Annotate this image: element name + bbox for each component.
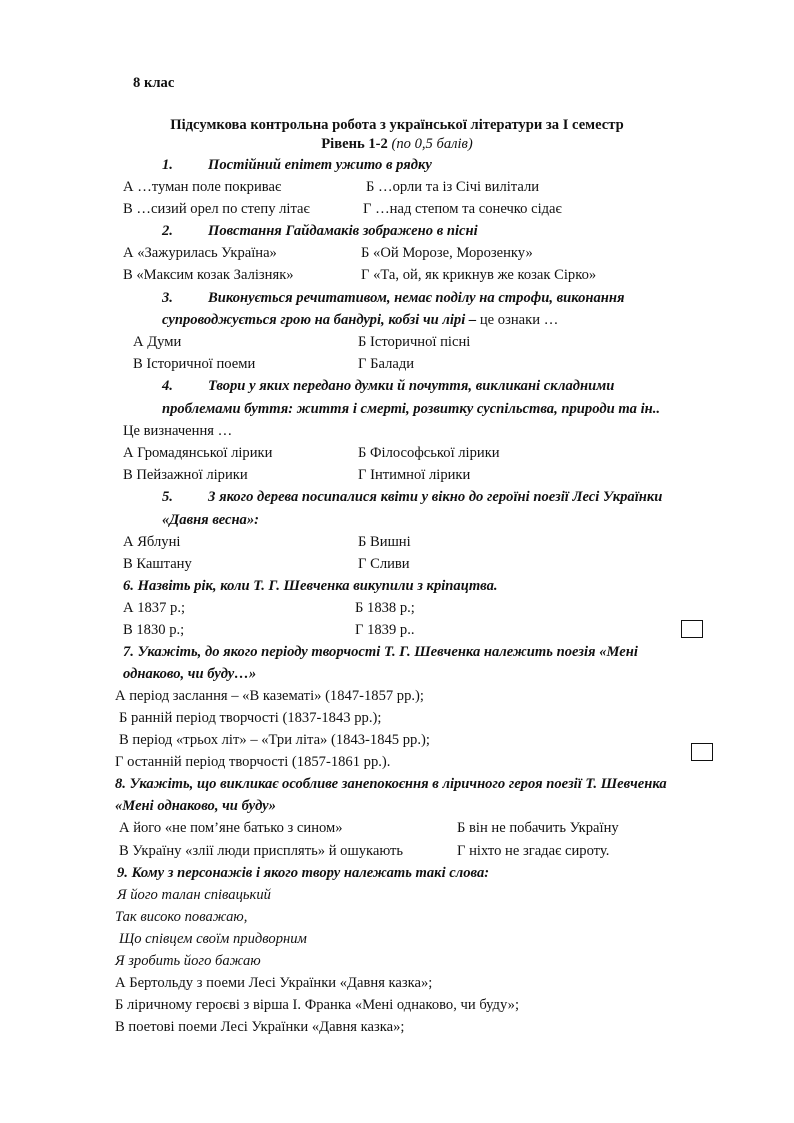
q3-option-c: В Історичної поеми [133,356,256,372]
question-6-text: 6. Назвіть рік, коли Т. Г. Шевченка викупили з кріпацтва. [123,578,498,594]
page-title: Підсумкова контрольна робота з української літератури за І семестр [170,117,624,133]
q5-option-d: Г Сливи [358,556,410,572]
q6-option-a: А 1837 р.; [123,600,186,616]
q3-option-a: А Думи [133,334,182,350]
grade-label: 8 клас [133,75,175,91]
q4-option-a: А Громадянської лірики [123,445,273,461]
q9-option-a: А Бертольду з поеми Лесі Українки «Давня казка»; [115,975,433,991]
question-1-number: 1. [162,157,173,173]
q2-option-a: А «Зажурилась Україна» [123,245,277,261]
q8-option-d: Г ніхто не згадає сироту. [457,843,610,859]
question-3-line-2 [162,312,558,330]
q7-option-c: В період «трьох літ» – «Три літа» (1843-1845 рр.); [119,732,430,748]
q1-option-c: В …сизий орел по степу літає [123,201,310,217]
q4-option-c: В Пейзажної лірики [123,467,248,483]
q6-option-b: Б 1838 р.; [355,600,415,616]
q5-option-a: А Яблуні [123,534,181,550]
q5-option-b: Б Вишні [358,534,411,550]
level-label: Рівень 1-2 [321,136,388,152]
question-7-line-1: 7. Укажіть, до якого періоду творчості Т. Г. Шевченка належить поезія «Мені [123,644,638,660]
q9-option-c: В поетові поеми Лесі Українки «Давня казка»; [115,1019,405,1035]
q9-quote-line-2: Так високо поважаю, [115,909,248,925]
q6-option-d: Г 1839 р.. [355,622,415,638]
question-4-line-1: Твори у яких передано думки й почуття, викликані складними [208,378,615,394]
question-7-line-2: однаково, чи буду…» [123,666,257,682]
q9-quote-line-3: Що співцем своїм придворним [119,931,307,947]
question-3-number: 3. [162,290,173,306]
q1-option-b: Б …орли та із Січі вилітали [366,179,540,195]
q1-option-d: Г …над степом та сонечко сідає [363,201,562,217]
q9-quote-line-1: Я його талан співацький [117,887,271,903]
q7-option-a: А період заслання – «В казематі» (1847-1857 рр.); [115,688,424,704]
q6-option-c: В 1830 р.; [123,622,185,638]
q2-option-d: Г «Та, ой, як крикнув же козак Сірко» [361,267,597,283]
question-3-line-2-tail: це ознаки … [476,312,559,328]
q8-option-c: В Україну «злії люди присплять» й ошукають [119,843,404,859]
q3-option-b: Б Історичної пісні [358,334,471,350]
q5-option-c: В Каштану [123,556,192,572]
q9-option-b: Б ліричному героєві з вірша І. Франка «Мені однаково, чи буду»; [115,997,519,1013]
question-4-number: 4. [162,378,173,394]
q4-option-d: Г Інтимної лірики [358,467,471,483]
question-2-text: Повстання Гайдамаків зображено в пісні [208,223,478,239]
q7-option-b: Б ранній період творчості (1837-1843 рр.); [119,710,382,726]
question-5-line-2: «Давня весна»: [162,512,260,528]
q7-option-d: Г останній період творчості (1857-1861 рр.). [115,754,391,770]
question-3-line-1: Виконується речитативом, немає поділу на строфи, виконання [208,290,625,306]
question-4-line-2: проблемами буття: життя і смерті, розвитку суспільства, природи та ін.. [162,401,661,417]
q4-option-b: Б Філософської лірики [358,445,500,461]
level-points: (по 0,5 балів) [391,136,473,152]
q1-option-a: А …туман поле покриває [123,179,282,195]
question-8-line-1: 8. Укажіть, що викликає особливе занепокоєння в ліричного героя поезії Т. Шевченка [115,776,667,792]
question-3-line-2-bold: супроводжується грою на бандурі, кобзі чи лірі – [162,312,477,328]
question-2-number: 2. [162,223,173,239]
q9-quote-line-4: Я зробить його бажаю [115,953,261,969]
q6-answer-box[interactable] [681,620,703,638]
q8-option-a: А його «не пом’яне батько з сином» [119,820,343,836]
q7-answer-box[interactable] [691,743,713,761]
question-1-text: Постійний епітет ужито в рядку [208,157,432,173]
question-5-line-1: З якого дерева посипалися квіти у вікно до героїні поезії Лесі Українки [208,489,663,505]
q2-option-c: В «Максим козак Залізняк» [123,267,294,283]
level-line [0,136,794,154]
q8-option-b: Б він не побачить Україну [457,820,619,836]
question-9-text: 9. Кому з персонажів і якого твору належать такі слова: [117,865,490,881]
question-4-line-3: Це визначення … [123,423,233,439]
question-5-number: 5. [162,489,173,505]
question-8-line-2: «Мені однаково, чи буду» [115,798,276,814]
q2-option-b: Б «Ой Морозе, Морозенку» [361,245,533,261]
q3-option-d: Г Балади [358,356,415,372]
